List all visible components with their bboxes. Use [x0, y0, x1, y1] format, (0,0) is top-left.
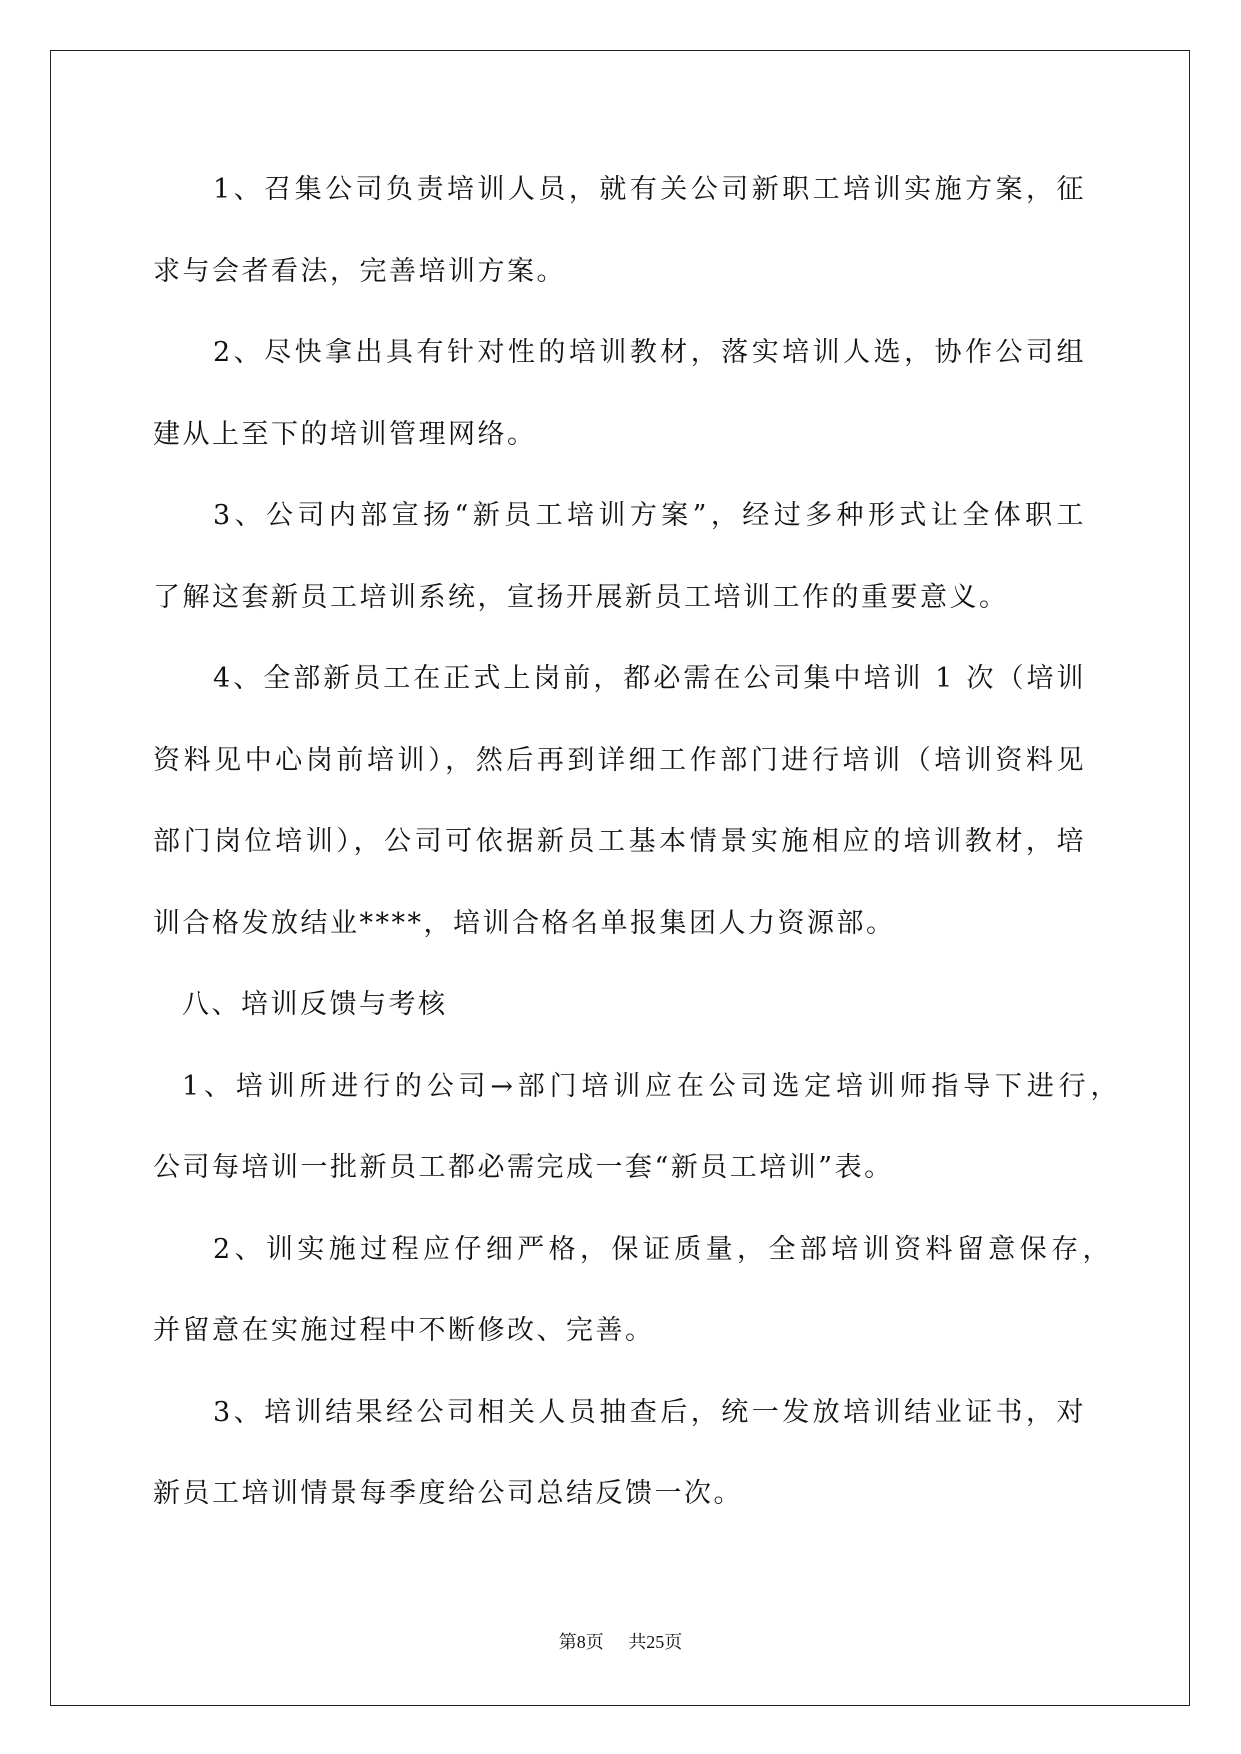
text-line: 公司每培训一批新员工都必需完成一套“新员工培训”表。 — [153, 1152, 894, 1183]
document-body — [153, 149, 1120, 1535]
text-line: 训合格发放结业****，培训合格名单报集团人力资源部。 — [153, 907, 896, 939]
text-line: 求与会者看法，完善培训方案。 — [153, 255, 566, 287]
text-line: 4、全部新员工在正式上岗前，都必需在公司集中培训 1 次（培训 — [213, 663, 1086, 694]
text-line: 部门岗位培训），公司可依据新员工基本情景实施相应的培训教材，培 — [153, 826, 1086, 857]
text-line: 3、培训结果经公司相关人员抽查后，统一发放培训结业证书，对 — [213, 1396, 1086, 1428]
section-heading: 八、培训反馈与考核 — [182, 989, 448, 1020]
text-line: 并留意在实施过程中不断修改、完善。 — [153, 1315, 655, 1346]
current-page-label: 第8页 — [558, 1632, 604, 1652]
text-line: 2、尽快拿出具有针对性的培训教材，落实培训人选，协作公司组 — [213, 337, 1086, 368]
text-line: 2、训实施过程应仔细严格，保证质量，全部培训资料留意保存， — [213, 1233, 1112, 1265]
text-line: 了解这套新员工培训系统，宣扬开展新员工培训工作的重要意义。 — [153, 581, 1009, 613]
text-line: 资料见中心岗前培训），然后再到详细工作部门进行培训（培训资料见 — [153, 744, 1086, 776]
text-line: 建从上至下的培训管理网络。 — [153, 418, 537, 450]
text-line: 1、召集公司负责培训人员，就有关公司新职工培训实施方案，征 — [213, 174, 1086, 205]
text-line: 新员工培训情景每季度给公司总结反馈一次。 — [153, 1478, 743, 1509]
text-line: 1、培训所进行的公司→部门培训应在公司选定培训师指导下进行， — [182, 1070, 1120, 1102]
total-pages-label: 共25页 — [628, 1632, 683, 1652]
page-footer — [0, 1628, 1241, 1654]
text-line: 3、公司内部宣扬“新员工培训方案”，经过多种形式让全体职工 — [213, 500, 1086, 531]
